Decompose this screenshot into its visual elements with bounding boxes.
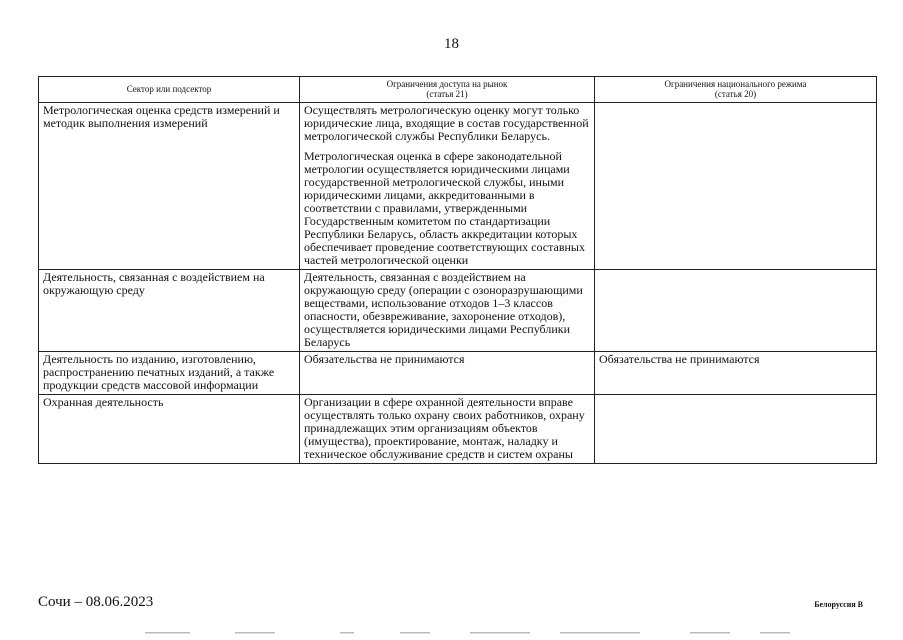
page-number: 18: [444, 36, 459, 52]
header-national-treatment-label: Ограничения национального режима: [664, 79, 807, 89]
national-treatment-cell: [595, 395, 877, 464]
sector-cell: Метрологическая оценка средств измерений и методик выполнения измерений: [39, 103, 300, 270]
sector-cell: Деятельность, связанная с воздействием на окружающую среду: [39, 270, 300, 352]
market-access-paragraph: Обязательства не принимаются: [304, 352, 465, 366]
footer-country-tag: Белоруссия В: [814, 600, 863, 609]
market-access-paragraph: Деятельность, связанная с воздействием на окружающую среду (операции с озоноразрушающими веществами, использование отходов 1–3 классов опасности, обезвреживание, захоронение отходов), осуществляется юридическими лицами Республики Беларусь: [304, 270, 583, 349]
scan-artifact-marks: [0, 630, 903, 636]
header-market-access: [300, 77, 595, 103]
national-treatment-cell: Обязательства не принимаются: [595, 352, 877, 395]
header-sector: [39, 77, 300, 103]
table-header-row: [39, 77, 877, 103]
market-access-cell: [300, 103, 595, 270]
market-access-paragraph: Организации в сфере охранной деятельности вправе осуществлять только охрану своих работников, охрану принадлежащих этим организациям объектов (имущества), проектирование, монтаж, наладку и техническое обслуживание средств и систем охраны: [304, 395, 585, 461]
footer-place-date: Сочи – 08.06.2023: [38, 594, 154, 610]
table-row: [39, 270, 877, 352]
market-access-paragraph: Осуществлять метрологическую оценку могут только юридические лица, входящие в состав государственной метрологической службы Республики Беларусь.: [304, 103, 589, 143]
header-national-treatment-article: (статья 20): [714, 89, 757, 99]
market-access-paragraph: Метрологическая оценка в сфере законодательной метрологии осуществляется юридическими лицами государственной метрологической службы, иными юридическими лицами, аккредитованными в соответствии с правилами, утвержденными Государственным комитетом по стандартизации Республики Беларусь, область аккредитации которых обеспечивает проведение соответствующих составных частей метрологической оценки: [304, 149, 585, 267]
national-treatment-cell: [595, 103, 877, 270]
header-sector-label: Сектор или подсектор: [126, 84, 212, 94]
market-access-cell: [300, 270, 595, 352]
table-row: [39, 352, 877, 395]
market-access-cell: [300, 352, 595, 395]
table-row: [39, 395, 877, 464]
restrictions-table: [38, 76, 877, 464]
market-access-cell: [300, 395, 595, 464]
sector-cell: Охранная деятельность: [39, 395, 300, 464]
national-treatment-cell: [595, 270, 877, 352]
table-row: [39, 103, 877, 270]
header-national-treatment: [595, 77, 877, 103]
header-market-access-label: Ограничения доступа на рынок: [386, 79, 508, 89]
sector-cell: Деятельность по изданию, изготовлению, распространению печатных изданий, а также продукции средств массовой информации: [39, 352, 300, 395]
header-market-access-article: (статья 21): [426, 89, 468, 99]
